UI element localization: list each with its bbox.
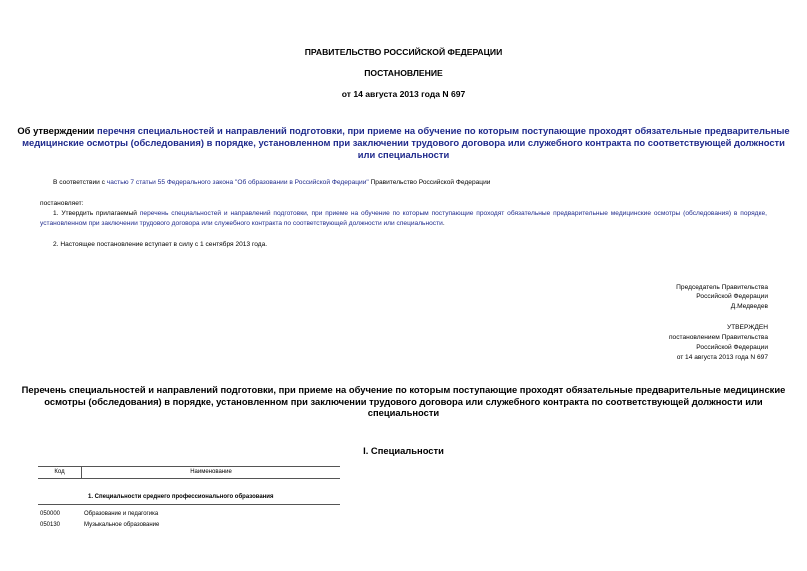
row-code: 050130 — [40, 522, 61, 528]
approved-date: от 14 августа 2013 года N 697 — [676, 354, 768, 361]
column-header-code: Код — [54, 469, 65, 475]
list-title-line-3: специальности — [367, 407, 440, 418]
preamble-suffix: Правительство Российской Федерации — [368, 179, 491, 186]
row-code: 050000 — [40, 511, 61, 517]
signature-title: Председатель Правительства — [676, 284, 768, 291]
table-subsection-border — [38, 504, 340, 505]
row-name: Образование и педагогика — [84, 511, 159, 517]
preamble-prefix: В соответствии с — [53, 179, 107, 186]
title-link-part-3[interactable]: или специальности — [357, 149, 450, 160]
table-header-border — [38, 478, 340, 479]
document-date-number: от 14 августа 2013 года N 697 — [341, 89, 466, 99]
item-1-prefix: 1. Утвердить прилагаемый — [53, 210, 140, 217]
title-link-part-2[interactable]: медицинские осмотры (обследования) в порядке, установленном при заключении трудового договора или служебного контракта по соответствующей должности — [22, 137, 785, 148]
signature-org: Российской Федерации — [696, 293, 768, 300]
column-header-name: Наименование — [190, 469, 232, 475]
row-name: Музыкальное образование — [84, 522, 160, 528]
document-type: ПОСТАНОВЛЕНИЕ — [364, 68, 443, 78]
approved-by: постановлением Правительства — [668, 334, 768, 341]
item-2-paragraph: 2. Настоящее постановление вступает в силу с 1 сентября 2013 года. — [53, 241, 268, 248]
title-link-part-1[interactable]: перечня специальностей и направлений подготовки, при приеме на обучение по которым поступающие проходят обязательные предварительные — [97, 125, 790, 136]
table-subsection: 1. Специальности среднего профессионального образования — [88, 494, 274, 500]
preamble-paragraph — [53, 178, 490, 187]
decides-label: постановляет: — [40, 200, 84, 207]
signature-name: Д.Медведев — [730, 303, 768, 310]
approved-label: УТВЕРЖДЕН — [726, 324, 768, 331]
section-title: I. Специальности — [363, 445, 444, 456]
law-reference-link[interactable]: частью 7 статьи 55 Федерального закона "Об образовании в Российской Федерации" — [106, 179, 369, 186]
item-1-suffix: . — [442, 219, 445, 227]
title-line-1 — [0, 125, 807, 137]
list-title-line-1: Перечень специальностей и направлений подготовки, при приеме на обучение по которым поступающие проходят обязательные предварительные медицинские — [21, 384, 786, 395]
title-prefix: Об утверждении — [17, 125, 98, 136]
list-title-line-2: осмотры (обследования) в порядке, установленном при заключении трудового договора или служебного контракта по соответствующей должности или — [44, 396, 763, 407]
approved-org: Российской Федерации — [696, 344, 768, 351]
government-heading: ПРАВИТЕЛЬСТВО РОССИЙСКОЙ ФЕДЕРАЦИИ — [304, 47, 503, 57]
approved-list-link[interactable]: перечень специальностей и направлений подготовки, при приеме на обучение по которым поступающие проходят обязательные предварительные медицинские осмотры (обследования) в порядке, установленном при заключении трудового договора или служебного контракта по соответствующей должности или специальности — [40, 210, 767, 227]
table-top-border — [38, 466, 340, 467]
item-1-paragraph — [40, 209, 767, 228]
